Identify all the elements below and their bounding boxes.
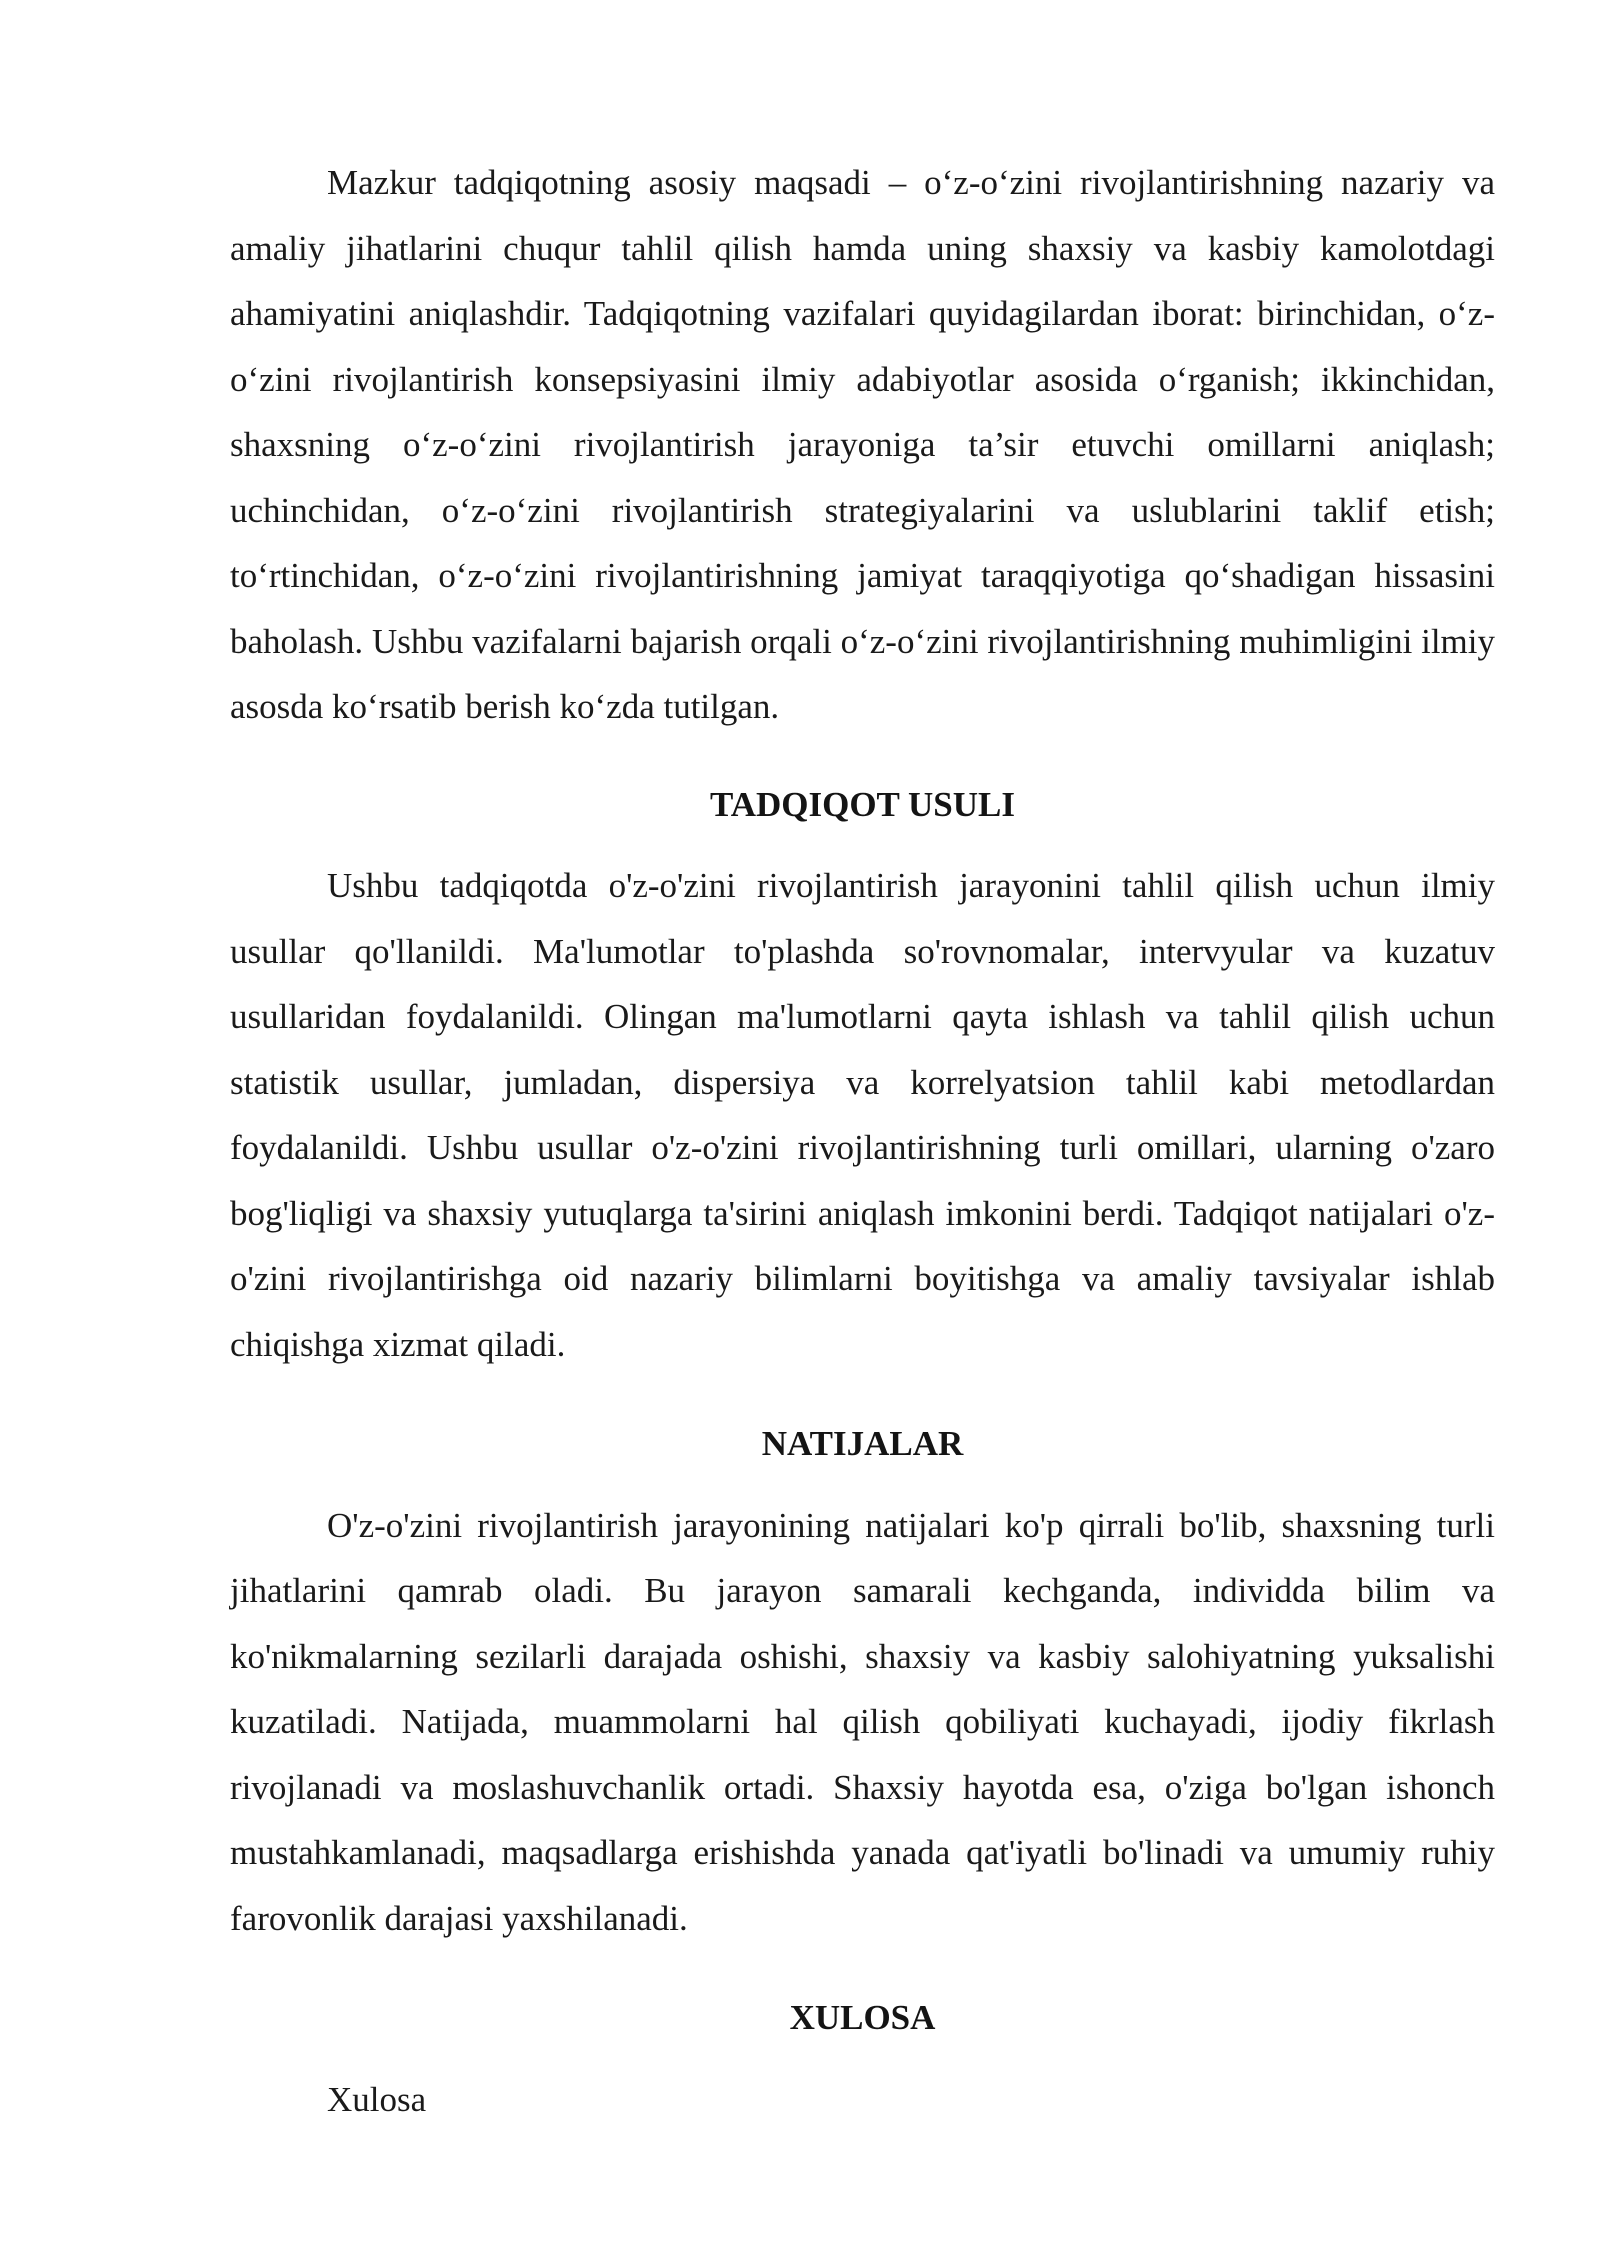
section-heading-conclusion: XULOSA (789, 1998, 936, 2037)
section-heading-method: TADQIQOT USULI (709, 784, 1016, 824)
section-heading-results: NATIJALAR (761, 1424, 964, 1463)
method-paragraph: Ushbu tadqiqotda o'z-o'zini rivojlantirish jarayonini tahlil qilish uchun ilmiy usullar qo'llanildi. Ma'lumotlar to'plashda so'rovnomalar, intervyular va kuzatuv usullaridan foydalanildi. Olingan ma'lumotlarni qayta ishlash va tahlil qilish uchun statistik usullar, jumladan, dispersiya va korrelyatsion tahlil kabi metodlardan foydalanildi. Ushbu usullar o'z-o'zini rivojlantirishning turli omillari, ularning o'zaro bog'liqligi va shaxsiy yutuqlarga ta'sirini aniqlash imkonini berdi. Tadqiqot natijalari o'z-o'zini rivojlantirishga oid nazariy bilimlarni boyitishga va amaliy tavsiyalar ishlab chiqishga xizmat qiladi. (230, 866, 1495, 1364)
document-page (230, 150, 1495, 2132)
results-paragraph: O'z-o'zini rivojlantirish jarayonining natijalari ko'p qirrali bo'lib, shaxsning turli jihatlarini qamrab oladi. Bu jarayon samarali kechganda, individda bilim va ko'nikmalarning sezilarli darajada oshishi, shaxsiy va kasbiy salohiyatning yuksalishi kuzatiladi. Natijada, muammolarni hal qilish qobiliyati kuchayadi, ijodiy fikrlash rivojlanadi va moslashuvchanlik ortadi. Shaxsiy hayotda esa, o'ziga bo'lgan ishonch mustahkamlanadi, maqsadlarga erishishda yanada qat'iyatli bo'linadi va umumiy ruhiy farovonlik darajasi yaxshilanadi. (230, 1505, 1495, 1938)
conclusion-paragraph: Xulosa (327, 2079, 427, 2119)
intro-paragraph: Mazkur tadqiqotning asosiy maqsadi – o‘z-o‘zini rivojlantirishning nazariy va amaliy jihatlarini chuqur tahlil qilish hamda uning shaxsiy va kasbiy kamolotdagi ahamiyatini aniqlashdir. Tadqiqotning vazifalari quyidagilardan iborat: birinchidan, o‘z-o‘zini rivojlantirish konsepsiyasini ilmiy adabiyotlar asosida o‘rganish; ikkinchidan, shaxsning o‘z-o‘zini rivojlantirish jarayoniga ta’sir etuvchi omillarni aniqlash; uchinchidan, o‘z-o‘zini rivojlantirish strategiyalarini va uslublarini taklif etish; to‘rtinchidan, o‘z-o‘zini rivojlantirishning jamiyat taraqqiyotiga qo‘shadigan hissasini baholash. Ushbu vazifalarni bajarish orqali o‘z-o‘zini rivojlantirishning muhimligini ilmiy asosda ko‘rsatib berish ko‘zda tutilgan. (230, 163, 1495, 726)
